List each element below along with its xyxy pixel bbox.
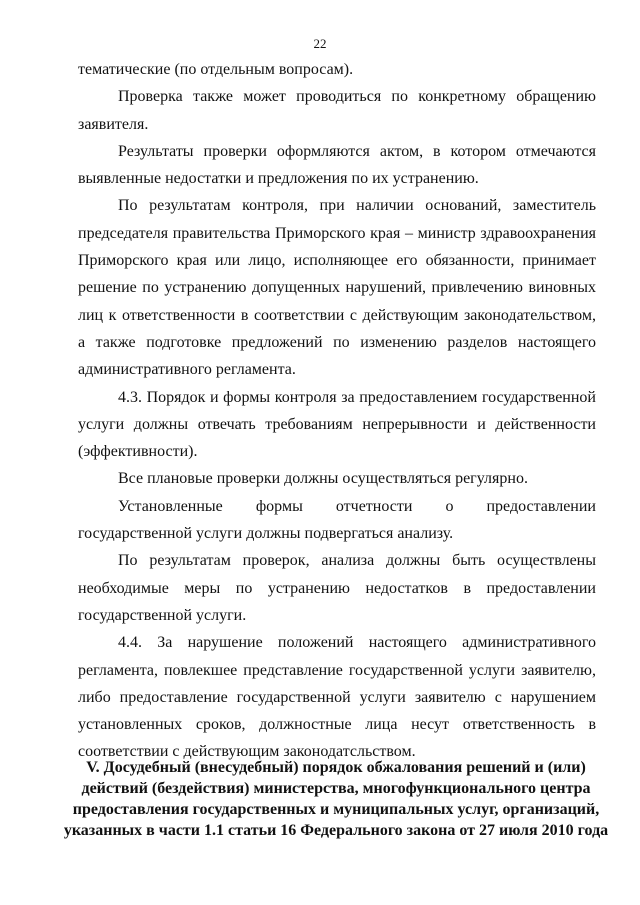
document-body bbox=[78, 56, 596, 766]
paragraph-reporting-forms: Установленные формы отчетности о предоставлении государственной услуги должны подвергаться анализу. bbox=[78, 497, 596, 543]
paragraph-inspection-results: Результаты проверки оформляются актом, в котором отмечаются выявленные недостатки и предложения по их устранению. bbox=[78, 142, 596, 188]
paragraph-planned-inspections: Все плановые проверки должны осуществляться регулярно. bbox=[118, 470, 528, 488]
paragraph-inspection-request: Проверка также может проводиться по конкретному обращению заявителя. bbox=[78, 88, 596, 133]
paragraph-4-3: 4.3. Порядок и формы контроля за предоставлением государственной услуги должны отвечать требованиям непрерывности и действенности (эффективности). bbox=[78, 388, 596, 461]
paragraph-4-4: 4.4. За нарушение положений настоящего административного регламента, повлекшее представление государственной услуги заявителю, либо предоставление государственной услуги заявителю с нарушением установленных сроков, должностные лица несут ответственность в соответствии с действующим законодатсльством. bbox=[78, 634, 596, 761]
paragraph-continuation: тематические (по отдельным вопросам). bbox=[78, 61, 354, 78]
section-v-heading: V. Досудебный (внесудебный) порядок обжалования решений и (или) действий (бездействия) министерства, многофункционального центра предоставления государственных и муниципальных услуг, организаций, указанных в части 1.1 статьи 16 Федерального закона от 27 июля 2010 года bbox=[63, 759, 609, 839]
paragraph-corrective-measures: По результатам проверок, анализа должны быть осуществлены необходимые меры по устранению недостатков в предоставлении государственной услуги. bbox=[78, 552, 596, 624]
page-number: 22 bbox=[313, 36, 327, 51]
paragraph-control-results: По результатам контроля, при наличии оснований, заместитель председателя правительства Приморского края – министр здравоохранения Приморского края или лицо, исполняющее его обязанности, принимает решение по устранению допущенных нарушений, привлечению виновных лиц к ответственности в соответствии с действующим законодательством, а также подготовке предложений по изменению разделов настоящего административного регламента. bbox=[78, 197, 596, 379]
